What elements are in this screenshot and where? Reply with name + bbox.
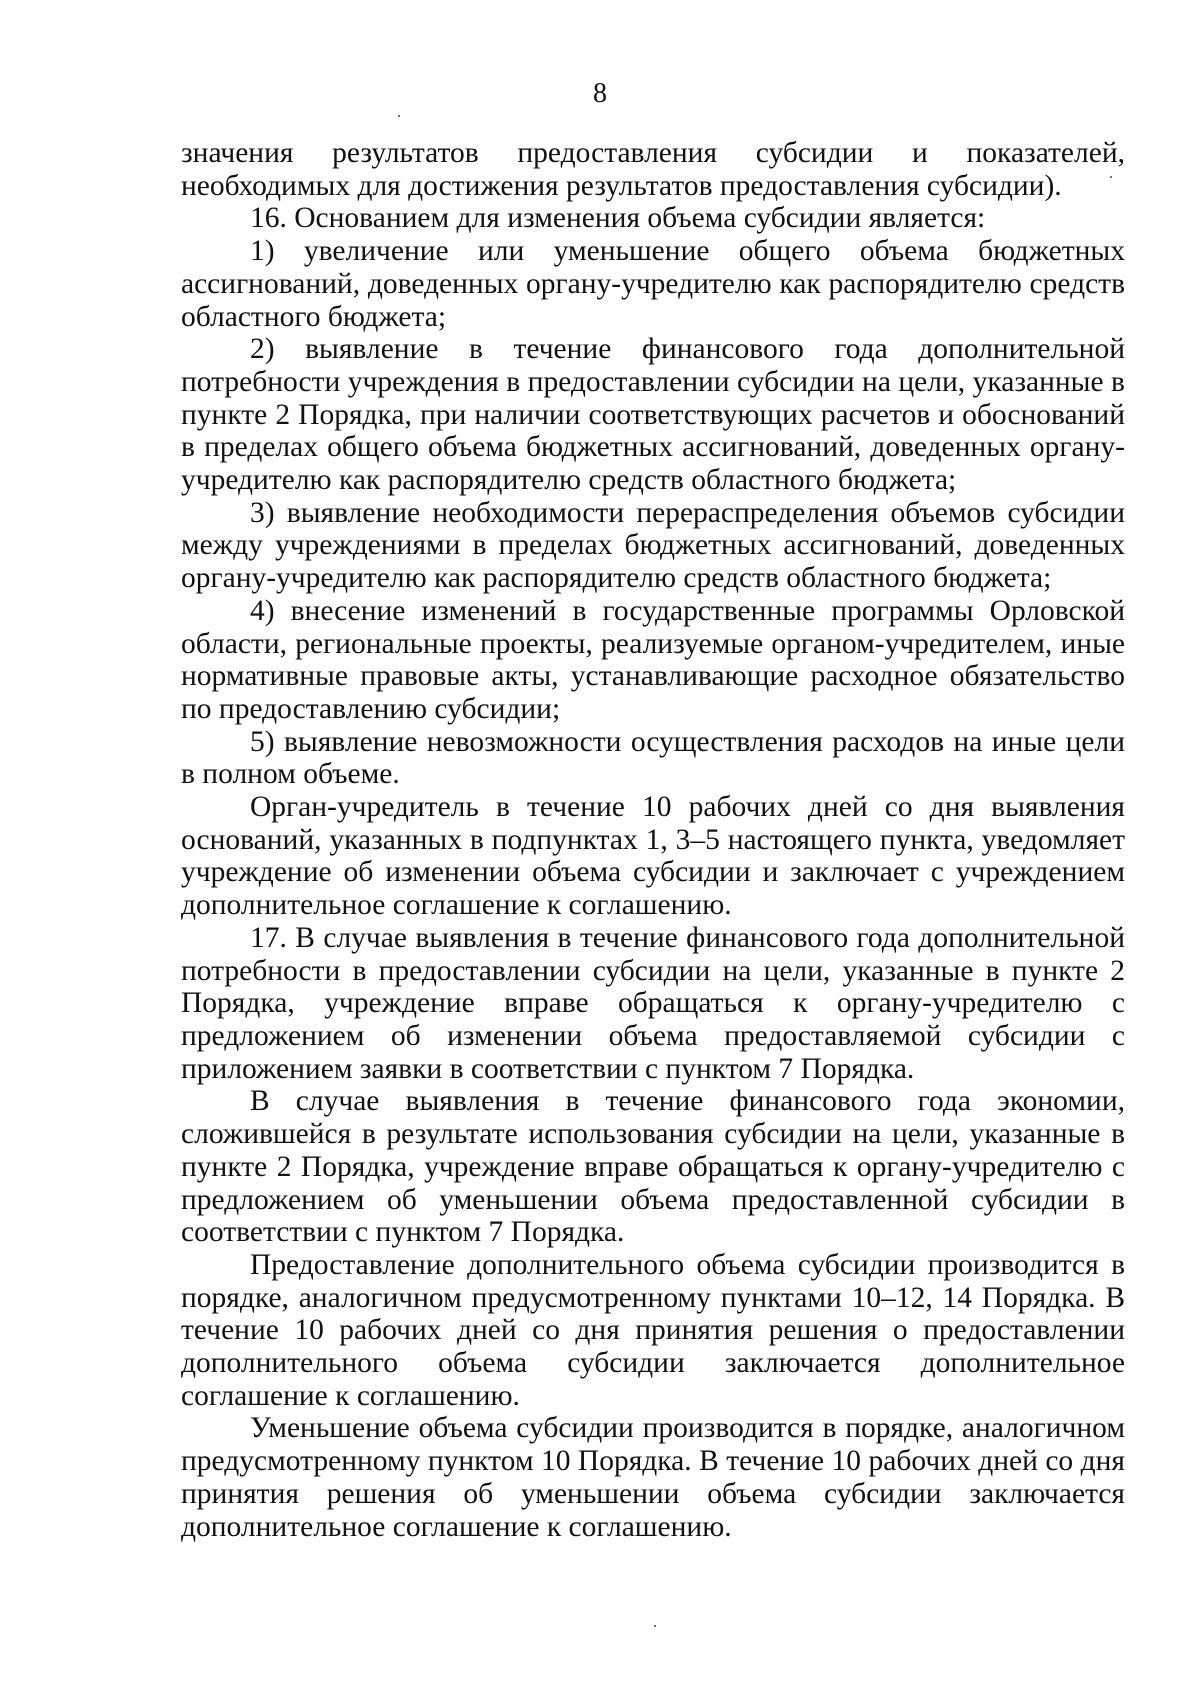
paragraph-subitem-4: 4) внесение изменений в государственные программы Орловской области, региональные проекты, реализуемые органом-учредителем, иные нормативные правовые акты, устанавливающие расходное обязательство по предоставлению субсидии;	[181, 594, 1125, 725]
scan-speck	[1110, 176, 1112, 178]
paragraph-subitem-3: 3) выявление необходимости перераспределения объемов субсидии между учреждениями в пределах бюджетных ассигнований, доведенных органу-учредителю как распорядителю средств областного бюджета;	[181, 496, 1125, 595]
paragraph-additional-volume: Предоставление дополнительного объема субсидии производится в порядке, аналогичном предусмотренному пунктами 10–12, 14 Порядка. В течение 10 рабочих дней со дня принятия решения о предоставлении дополнительного объема субсидии заключается дополнительное соглашение к соглашению.	[181, 1248, 1125, 1412]
paragraph-notification: Орган-учредитель в течение 10 рабочих дней со дня выявления оснований, указанных в подпунктах 1, 3–5 настоящего пункта, уведомляет учреждение об изменении объема субсидии и заключает с учреждением дополнительное соглашение к соглашению.	[181, 791, 1125, 922]
page-number: 8	[593, 78, 607, 109]
paragraph-item-16: 16. Основанием для изменения объема субсидии является:	[250, 202, 986, 235]
document-body	[181, 137, 1125, 1543]
scan-speck	[654, 1625, 656, 1627]
paragraph-savings: В случае выявления в течение финансового года экономии, сложившейся в результате использования субсидии на цели, указанные в пункте 2 Порядка, учреждение вправе обращаться к органу-учредителю с предложением об уменьшении объема предоставленной субсидии в соответствии с пунктом 7 Порядка.	[181, 1085, 1125, 1249]
paragraph-reduction: Уменьшение объема субсидии производится в порядке, аналогичном предусмотренному пунктом 10 Порядка. В течение 10 рабочих дней со дня принятия решения об уменьшении объема субсидии заключается дополнительное соглашение к соглашению.	[181, 1412, 1125, 1543]
scan-speck	[398, 115, 400, 117]
paragraph-subitem-1: 1) увеличение или уменьшение общего объема бюджетных ассигнований, доведенных органу-учредителю как распорядителю средств областного бюджета;	[181, 235, 1125, 333]
paragraph-item-17: 17. В случае выявления в течение финансового года дополнительной потребности в предоставлении субсидии на цели, указанные в пункте 2 Порядка, учреждение вправе обращаться к органу-учредителю с предложением об изменении объема предоставляемой субсидии с приложением заявки в соответствии с пунктом 7 Порядка.	[181, 921, 1125, 1085]
paragraph-continuation: значения результатов предоставления субсидии и показателей, необходимых для достижения результатов предоставления субсидии).	[181, 137, 1125, 202]
paragraph-subitem-2: 2) выявление в течение финансового года дополнительной потребности учреждения в предоставлении субсидии на цели, указанные в пункте 2 Порядка, при наличии соответствующих расчетов и обоснований в пределах общего объема бюджетных ассигнований, доведенных органу-учредителю как распорядителю средств областного бюджета;	[181, 333, 1125, 497]
paragraph-subitem-5: 5) выявление невозможности осуществления расходов на иные цели в полном объеме.	[181, 725, 1125, 791]
